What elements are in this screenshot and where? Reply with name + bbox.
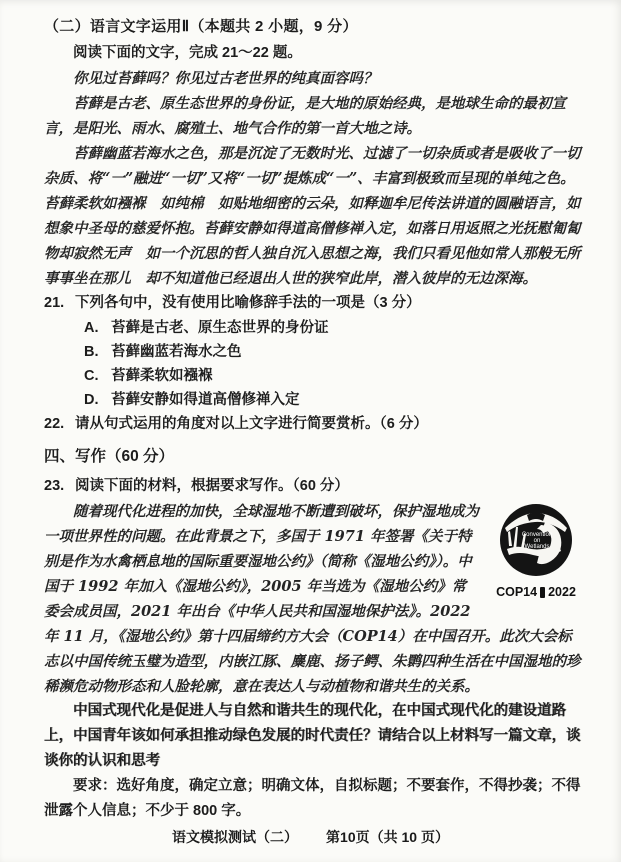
question-21-options: [84, 316, 585, 412]
essay-material: [44, 499, 585, 699]
footer-page-number: 第10页（共 10 页）: [326, 829, 449, 845]
passage-paragraph-3: 苔藓幽蓝若海水之色，那是沉淀了无数时光、过滤了一切杂质或者是吸收了一切杂质、将“一”融进“一切”又将“一切”提炼成“一”、丰富到极致而呈现的单纯之色。苔藓柔软如襁褓 如纯棉 如贴地细密的云朵，如释迦牟尼传法讲道的圆融语言，如想象中圣母的慈爱怀抱。苔藓安静如得道高僧修禅入定，如落日用返照之光抚慰匍匐物却寂然无声 如一个沉思的哲人独自沉入思想之海，我们只看见他如常人那般无所事事坐在那儿 却不知道他已经退出人世的狭窄此岸，潜入彼岸的无边深海。: [44, 145, 581, 287]
reading-intro: 阅读下面的文字，完成 21～22 题。: [73, 45, 302, 61]
material-paragraph-2: 中国式现代化是促进人与自然和谐共生的现代化，在中国式现代化的建设道路上，中国青年该如何承担推动绿色发展的时代责任？请结合以上材料写一篇文章，谈谈你的认识和思考: [44, 703, 581, 769]
question-22: [44, 412, 585, 437]
option-b-label: B.: [84, 344, 99, 360]
stamp-caption: [487, 585, 585, 600]
option-c-label: C.: [84, 368, 99, 384]
option-d-text: 苔藓安静如得道高僧修禅入定: [111, 392, 300, 408]
footer-exam-title: 语文模拟测试（二）: [172, 829, 299, 845]
material-paragraph-1: 随着现代化进程的加快，全球湿地不断遭到破坏，保护湿地成为一项世界性的问题。在此背景之下，多国于 1971 年签署《关于特别是作为水禽栖息地的国际重要湿地公约》（简称《湿地公约》）。中国于 1992 年加入《湿地公约》，2005 年当选为《湿地公约》常委会成员国，2021 年出台《中华人民共和国湿地保护法》。2022 年 11 月，《湿地公约》第十四届缔约方大会（COP14）在中国召开。此次大会标志以中国传统玉璧为造型，内嵌江豚、麋鹿、扬子鳄、朱鹮四种生活在中国湿地的珍稀濒危动物形态和人脸轮廓，意在表达人与动植物和谐共生的关系。: [44, 503, 581, 695]
emblem-text-line1: Convention: [521, 532, 553, 538]
question-21: [44, 291, 585, 316]
option-row-c: [84, 364, 585, 388]
question-23-stem: 阅读下面的材料，根据要求写作。（60 分）: [75, 478, 349, 494]
option-d-label: D.: [84, 392, 99, 408]
emblem-text-line3: Wetlands: [524, 544, 550, 550]
cop14-stamp: [487, 501, 585, 600]
page-footer: [0, 828, 621, 846]
question-22-stem: 请从句式运用的角度对以上文字进行简要赏析。（6 分）: [75, 416, 428, 432]
passage-paragraph-1: 你见过苔藓吗？你见过古老世界的纯真面容吗？: [73, 70, 378, 87]
question-21-stem: 下列各句中，没有使用比喻修辞手法的一项是（3 分）: [75, 295, 421, 311]
question-23: [44, 474, 585, 499]
question-23-number: 23.: [44, 478, 65, 494]
wetlands-emblem-icon: [497, 501, 575, 579]
option-c-text: 苔藓柔软如襁褓: [111, 368, 213, 384]
section2-heading: （二）语言文字运用Ⅱ（本题共 2 小题，9 分）: [44, 18, 358, 35]
section4-heading: 四、写作（60 分）: [44, 448, 175, 465]
option-b-text: 苔藓幽蓝若海水之色: [111, 344, 242, 360]
option-a-text: 苔藓是古老、原生态世界的身份证: [111, 320, 329, 336]
stamp-year-label: 2022: [548, 585, 576, 599]
question-21-number: 21.: [44, 295, 65, 311]
option-row-d: [84, 388, 585, 412]
stamp-separator-mark: [540, 587, 545, 598]
option-row-b: [84, 340, 585, 364]
stamp-cop-label: COP14: [496, 585, 538, 599]
option-row-a: [84, 316, 585, 340]
question-22-number: 22.: [44, 416, 65, 432]
emblem-text-line2: on: [533, 538, 541, 544]
passage-paragraph-2: 苔藓是古老、原生态世界的身份证，是大地的原始经典，是地球生命的最初宣言，是阳光、雨水、腐殖土、地气合作的第一首大地之诗。: [44, 95, 566, 137]
requirements-paragraph: 要求：选好角度，确定立意；明确文体，自拟标题；不要套作，不得抄袭；不得泄露个人信息；不少于 800 字。: [44, 778, 581, 819]
option-a-label: A.: [84, 320, 99, 336]
